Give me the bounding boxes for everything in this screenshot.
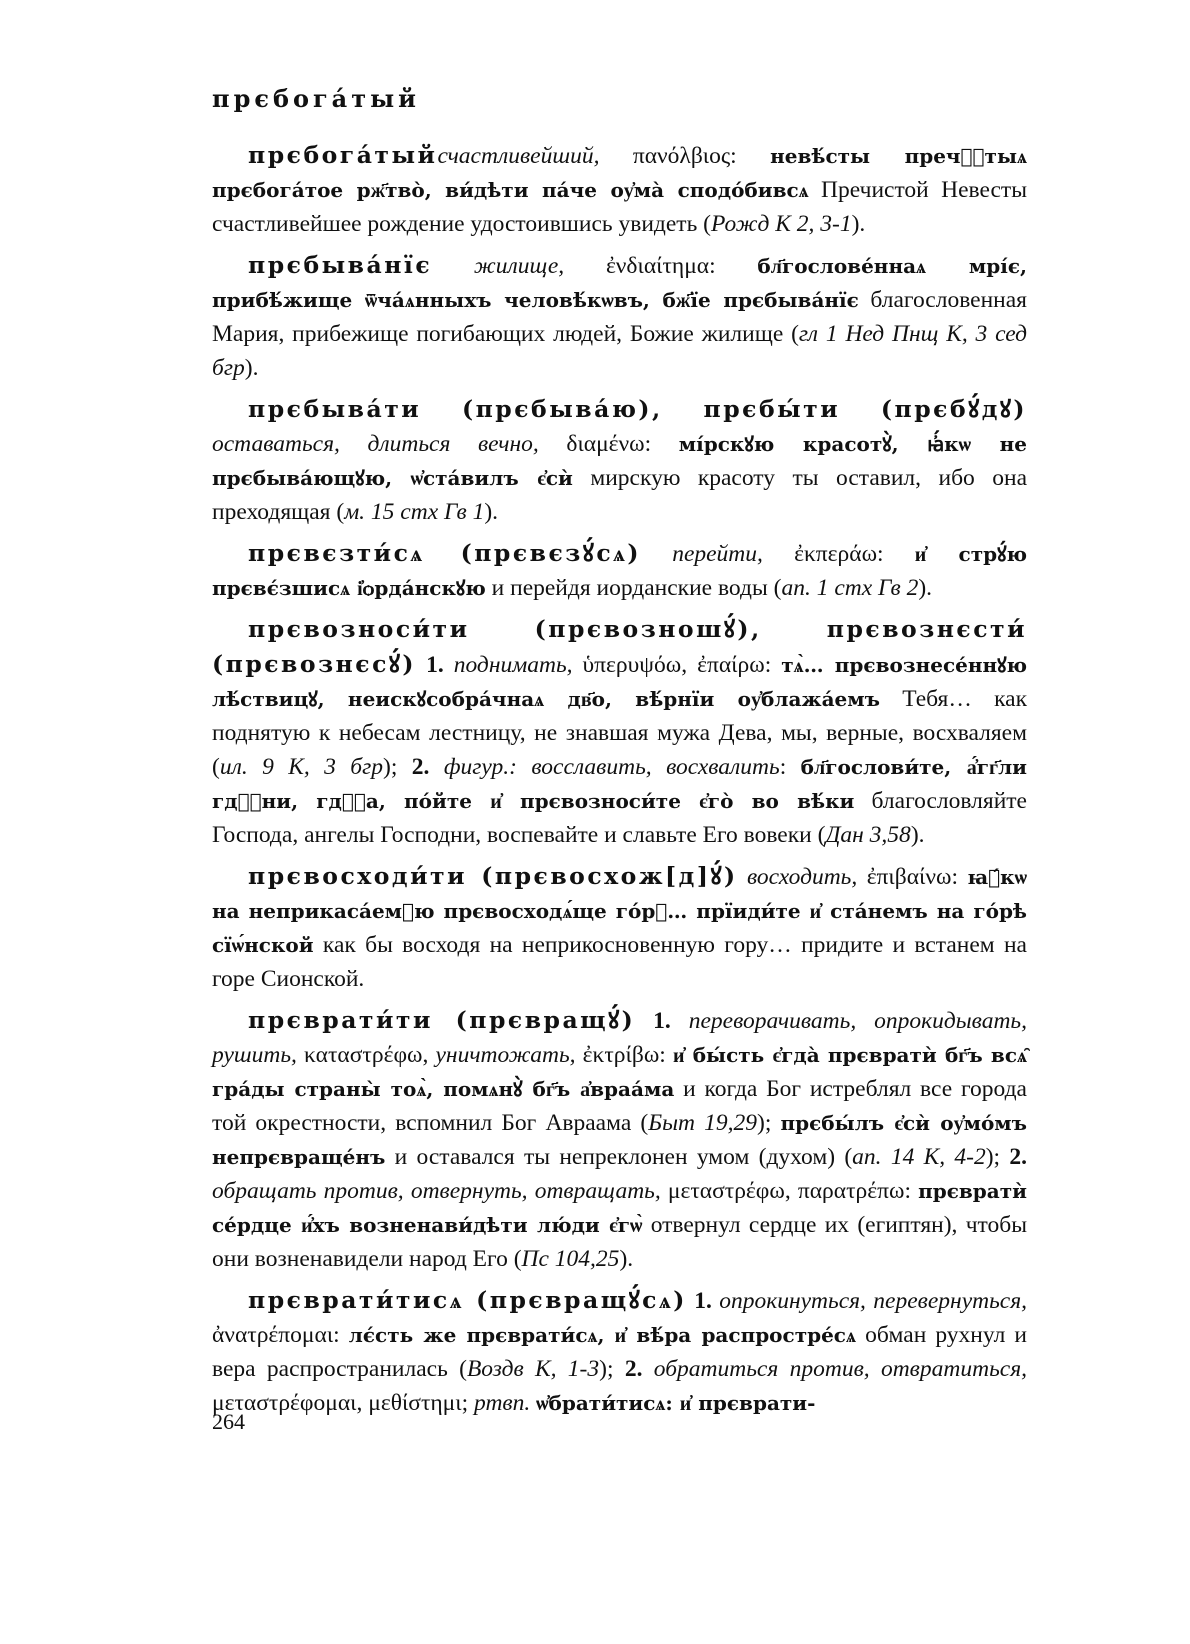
translation-text: : [904,1178,919,1204]
sense-number: 2. [411,754,430,780]
source-ref: Рожд К 2, 3-1 [711,211,852,237]
slavonic-quote: бл҃гослове́ннаѧ мрі́є, прибѣ́жище ѿча́ѧнныхъ человѣ́кѡвъ, бж҃їе прєбыва́нїє [212,254,1027,312]
entry-headword: прєбыва́нїє [248,251,433,279]
translation-text: ). [484,499,499,525]
dictionary-entry [212,248,1027,385]
sense-number: 1. [694,1288,712,1314]
entry-headword: прєврати́тисѧ (прєвращꙋ́сѧ) [248,1286,687,1314]
source-ref: ап. 14 К, 4-2 [852,1144,986,1170]
entry-headword: прєвосходи́ти (прєвосхож[д]ꙋ́) [248,862,738,890]
source-ref: ап. 1 стх Гв 2 [781,575,919,601]
entry-headword: прєврати́ти (прєвращꙋ́) [248,1006,636,1034]
source-ref: м. 15 стх Гв 1 [344,499,485,525]
translation-text: как бы восходя на неприкосновенную гору… придите и встанем на горе Сионской. [212,932,1027,992]
translation-text: Пречистой Невесты счастливейшее рождение удостоившись увидеть ( [212,177,1027,237]
translation-text: : [764,652,782,678]
slavonic-quote: ѡ҆брати́тисѧ: и҆ прєврати- [536,1391,816,1415]
translation-text: отвернул сердце их (египтян), чтобы они возненавидели народ Его ( [212,1212,1027,1272]
source-ref: гл 1 Нед Пнщ К, 3 сед бгр [212,321,1027,381]
translation-text: : [659,1042,673,1068]
dictionary-entry [212,392,1027,529]
slavonic-quote: и҆ стрꙋ́ю прєвє́зшисѧ і҆ѻрда́нскꙋю [212,542,1028,600]
slavonic-quote: мі́рскꙋю красотꙋ̀, ꙗ҆́кѡ не прєбыва́ющꙋю, ѡ҆ста́вилъ є҆сѝ [212,432,1027,490]
slavonic-quote: невѣ́сты пречⷭ҇тыѧ прєбога́тое рж҃тво̀, ви́дѣти па́че оу҆ма̀ сподо́бивсѧ [212,144,1028,202]
translation-text: : [709,253,758,279]
translation-text: : [730,143,771,169]
dictionary-body [212,138,1027,1427]
translation-text: и перейдя иорданские воды ( [485,575,782,601]
translation-text: : [644,431,679,457]
translation-text: Тебя… как поднятую к небесам лестницу, не знавшая мужа Дева, мы, верные, восхваляем ( [212,686,1028,780]
entry-headword: прєвозноси́ти (прєвозношꙋ́), прєвознєсти́ (прєвознєсꙋ́) [212,615,1027,678]
translation-text: ); [599,1356,625,1382]
dictionary-entry [212,612,1027,852]
translation-text: ). [851,211,866,237]
greek-equivalent: ἐκτρίβω [582,1042,660,1068]
page-number: 264 [212,1409,245,1434]
entry-headword: прєвєзти́сѧ (прєвєзꙋ́сѧ) [248,539,642,567]
translation-text: : [779,754,801,780]
definition: обратиться против, отвратиться, [642,1356,1027,1382]
definition: поднимать, [443,652,583,678]
translation-text: ). [910,822,925,848]
translation-text: ; [461,1390,475,1416]
definition: обращать против, отвернуть, отвращать, [212,1178,668,1204]
translation-text: обман рухнул и вера распространилась ( [212,1322,1027,1382]
sense-number: 2. [624,1356,643,1382]
definition: уничтожать, [435,1042,583,1068]
dictionary-entry [212,1283,1027,1420]
slavonic-quote: тѧ̀… прєвознесе́ннꙋю лѣ́ствицꙋ, неискꙋсобра́чнаѧ дв҃о, вѣ́рнїи оу҆блажа́емъ [212,653,1028,711]
dictionary-entry [212,859,1027,996]
sense-number: 1. [426,652,444,678]
slavonic-quote: прєвратѝ се́рдце и҆́хъ возненави́дѣти лю́ди є҆гѡ̀ [212,1179,1027,1237]
slavonic-quote: лє́сть же прєврати́сѧ, и҆ вѣ́ра распростре́сѧ [348,1323,856,1347]
translation-text: ); [757,1110,781,1136]
translation-text: и оставался ты непреклонен умом (духом) ( [385,1144,853,1170]
translation-text [416,652,426,678]
slavonic-quote: ꙗ҆́кѡ на неприкаса́емꙋю прєвосходѧ́ще го́рꙋ… прїиди́те и҆ ста́немъ на го́рѣ сїѡ́нской [212,865,1027,957]
definition: оставаться, длиться вечно, [212,431,567,457]
slavonic-quote: прєбы́лъ є҆сѝ оу҆мо́мъ непрєвраще́нъ [212,1111,1028,1169]
dictionary-entry [212,138,1027,241]
greek-equivalent: ἐνδιαίτημα [605,253,710,279]
definition: переворачивать, опрокидывать, рушить, [212,1008,1027,1068]
definition: ртвп. [474,1390,537,1416]
translation-text: ). [619,1246,634,1272]
greek-equivalent: ἐπιβαίνω [866,864,952,890]
source-ref: Быт 19,29 [648,1110,757,1136]
sense-number: 1. [653,1008,671,1034]
translation-text [635,1008,653,1034]
greek-equivalent: πανόλβιος [632,143,731,169]
source-ref: Дан 3,58 [825,822,911,848]
translation-text: : [877,541,915,567]
entry-headword: прєбога́тый [248,141,438,169]
translation-text: : [333,1322,349,1348]
definition: фигур.: восславить, восхвалить [429,754,780,780]
translation-text: , [422,1042,436,1068]
definition: перейти, [641,541,795,567]
source-ref: Пс 104,25 [521,1246,620,1272]
greek-equivalent: ἐκπεράω [794,541,878,567]
greek-equivalent: μεταστρέφω, παρατρέπω [667,1178,905,1204]
source-ref: Воздв К, 1-3 [466,1356,600,1382]
translation-text: ). [918,575,933,601]
definition: жилище, [432,253,606,279]
translation-text: мирскую красоту ты оставил, ибо она преходящая ( [212,465,1028,525]
definition: восходить, [737,864,867,890]
translation-text: и когда Бог истреблял все города той окрестности, вспомнил Бог Авраама ( [212,1076,1027,1136]
entry-headword: прєбыва́ти (прєбыва́ю), прєбы́ти (прєбꙋ́дꙋ) [248,395,1027,423]
definition: опрокинуться, перевернуться, [711,1288,1028,1314]
greek-equivalent: ὑπερυψόω, ἐπαίρω [582,652,765,678]
greek-equivalent: ἀνατρέπομαι [212,1322,334,1348]
greek-equivalent: μεταστρέφομαι, μεθίστημι [212,1390,462,1416]
dictionary-entry [212,1003,1027,1276]
translation-text: ); [383,754,412,780]
translation-text: благословенная Мария, прибежище погибающих людей, Божие жилище ( [212,287,1027,347]
greek-equivalent: διαμένω [566,431,645,457]
slavonic-quote: и҆ бы́сть є҆гда̀ прєвратѝ бг҃ъ всѧ̑ гра́ды страны̀ тоѧ̀, помѧнꙋ̀ бг҃ъ а҆враа́ма [212,1043,1028,1101]
dictionary-entry [212,536,1027,605]
running-head: прєбога́тый [212,84,420,113]
translation-text: : [951,864,968,890]
translation-text: ); [985,1144,1010,1170]
definition: счастливейший, [437,143,633,169]
translation-text: ). [244,355,259,381]
slavonic-quote: бл҃гослови́те, а҆́гг҃ли гдⷭ҇ни, гдⷭ҇а, по́йте и҆ прєвозноси́те є҆го̀ во вѣ́ки [212,755,1028,813]
source-ref: ил. 9 К, 3 бгр [219,754,384,780]
sense-number: 2. [1009,1144,1028,1170]
translation-text: благословляйте Господа, ангелы Господни, воспевайте и славьте Его вовеки ( [212,788,1027,848]
greek-equivalent: καταστρέφω [304,1042,423,1068]
